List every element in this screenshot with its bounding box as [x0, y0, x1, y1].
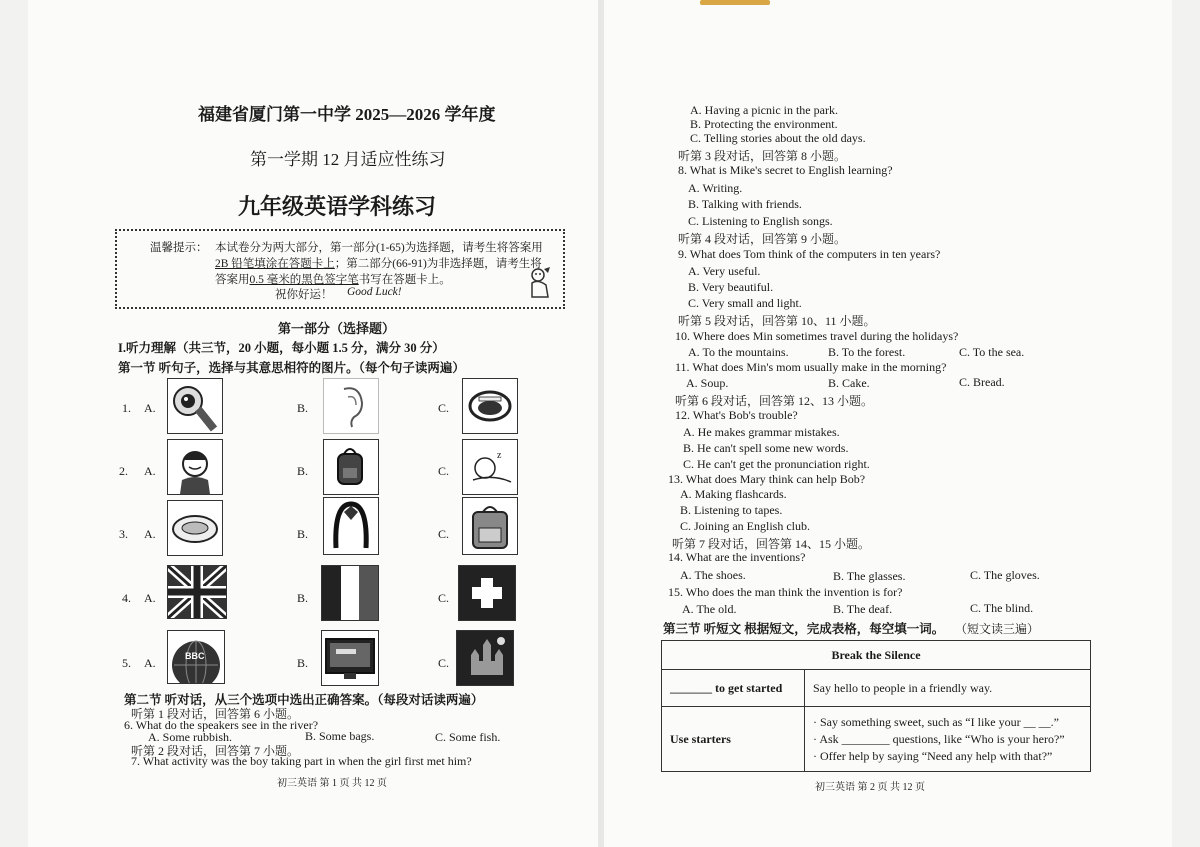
q6-option-a: A. Some rubbish. [148, 730, 232, 744]
q4-option-a: A. [144, 591, 156, 605]
q14-option-a: A. The shoes. [680, 568, 746, 582]
q11-text: 11. What does Min's mom usually make in the morning? [675, 360, 947, 374]
starter-item: · Ask ________ questions, like “Who is your hero?” [813, 731, 1065, 746]
q12-option-b: B. He can't spell some new words. [683, 441, 849, 455]
headband-icon [323, 497, 379, 555]
q14-text: 14. What are the inventions? [668, 550, 806, 564]
q7-text: 7. What activity was the boy taking part in when the girl first met him? [131, 754, 472, 768]
q8-text: 8. What is Mike's secret to English learning? [678, 163, 893, 177]
table-row1-label: _______ to get started [662, 670, 805, 707]
sleeping-boy-icon [462, 439, 518, 495]
exam-title: 九年级英语学科练习 [238, 195, 437, 220]
q4-option-c: C. [438, 591, 450, 605]
q9-option-c: C. Very small and light. [688, 296, 802, 310]
q3-number: 3. [119, 527, 128, 541]
q3-option-b: B. [297, 527, 309, 541]
exam-subtitle: 第一学期 12 月适应性练习 [250, 150, 446, 169]
q13-text: 13. What does Mary think can help Bob? [668, 472, 866, 486]
q8-option-b: B. Talking with friends. [688, 197, 802, 211]
svg-text:z: z [497, 450, 502, 461]
starter-item: · Say something sweet, such as “I like your __ __.” [813, 714, 1059, 729]
crying-girl-icon [167, 439, 223, 495]
break-the-silence-table [661, 640, 1091, 772]
q5-number: 5. [122, 656, 131, 670]
table-row [662, 670, 1091, 707]
q15-option-b: B. The deaf. [833, 602, 893, 616]
q13-option-a: A. Making flashcards. [680, 487, 787, 501]
q1-option-c: C. [438, 401, 450, 415]
answer-blank[interactable]: _______ [670, 680, 712, 695]
q2-number: 2. [119, 464, 128, 478]
q12-text: 12. What's Bob's trouble? [675, 408, 798, 422]
q5-option-c: C. [438, 656, 450, 670]
q5-option-a: A. [144, 656, 156, 670]
q10-option-b: B. To the forest. [828, 345, 906, 359]
q4-option-b: B. [297, 591, 309, 605]
dialogue1-instruction: 听第 1 段对话，回答第 6 小题。 [131, 707, 300, 721]
q1-option-a: A. [144, 401, 156, 415]
q10-option-c: C. To the sea. [959, 345, 1025, 359]
uk-flag-icon [167, 565, 227, 619]
q9-option-b: B. Very beautiful. [688, 280, 774, 294]
q2-option-b: B. [297, 464, 309, 478]
notice-line1: 本试卷分为两大部分，第一部分(1-65)为选择题，请考生将答案用 [215, 242, 543, 254]
dialogue3-instruction: 听第 3 段对话，回答第 8 小题。 [678, 149, 847, 163]
q6-text: 6. What do the speakers see in the river? [124, 718, 319, 732]
swiss-flag-icon [458, 565, 516, 621]
schoolbag-icon [462, 497, 518, 555]
hat-icon [167, 500, 223, 556]
starter-item: · Offer help by saying “Need any help with that?” [813, 748, 1053, 763]
q3-option-a: A. [144, 527, 156, 541]
page-edge-scrap [700, 0, 770, 5]
section3-heading: 第三节 听短文 根据短文，完成表格，每空填一词。 [663, 622, 945, 636]
q7-option-a: A. Having a picnic in the park. [690, 103, 838, 117]
dialogue4-instruction: 听第 4 段对话，回答第 9 小题。 [678, 232, 847, 246]
notice-wish: 祝你好运！ [275, 289, 333, 301]
q6-option-c: C. Some fish. [435, 730, 501, 744]
bbc-globe-icon [167, 630, 225, 684]
dialogue5-instruction: 听第 5 段对话，回答第 10、11 小题。 [678, 314, 876, 328]
q7-option-c: C. Telling stories about the old days. [690, 131, 866, 145]
table-title: Break the Silence [662, 641, 1091, 670]
ear-icon [323, 378, 379, 434]
q15-option-a: A. The old. [682, 602, 737, 616]
q1-option-b: B. [297, 401, 309, 415]
tv-screen-icon [321, 630, 379, 686]
notice-line3: 答案用0.5 毫米的黑色签字笔书写在答题卡上。 [215, 274, 451, 286]
q15-text: 15. Who does the man think the invention is for? [668, 585, 903, 599]
table-row2-value [805, 707, 1091, 772]
good-luck-text: Good Luck! [347, 286, 402, 298]
q10-option-a: A. To the mountains. [688, 345, 789, 359]
q1-number: 1. [122, 401, 131, 415]
q8-option-a: A. Writing. [688, 181, 743, 195]
q5-option-b: B. [297, 656, 309, 670]
page2-footer: 初三英语 第 2 页 共 12 页 [815, 782, 925, 793]
q13-option-b: B. Listening to tapes. [680, 503, 783, 517]
q7-option-b: B. Protecting the environment. [690, 117, 838, 131]
table-row1-value: Say hello to people in a friendly way. [805, 670, 1091, 707]
q3-option-c: C. [438, 527, 450, 541]
mouth-icon [462, 378, 518, 434]
table-header-row [662, 641, 1091, 670]
q11-option-b: B. Cake. [828, 376, 870, 390]
q11-option-a: A. Soup. [686, 376, 729, 390]
eye-icon [167, 378, 223, 434]
table-row [662, 707, 1091, 772]
q4-number: 4. [122, 591, 131, 605]
school-title: 福建省厦门第一中学 2025—2026 学年度 [198, 105, 496, 124]
part1-heading: 第一部分（选择题） [278, 321, 396, 336]
q2-option-a: A. [144, 464, 156, 478]
listening-heading: I.听力理解（共三节，20 小题，每小题 1.5 分，满分 30 分） [118, 341, 445, 355]
q8-option-c: C. Listening to English songs. [688, 214, 833, 228]
q10-text: 10. Where does Min sometimes travel during the holidays? [675, 329, 959, 343]
castle-icon [456, 630, 514, 686]
q9-text: 9. What does Tom think of the computers in ten years? [678, 247, 941, 261]
q12-option-a: A. He makes grammar mistakes. [683, 425, 840, 439]
section2-heading: 第二节 听对话，从三个选项中选出正确答案。（每段对话读两遍） [124, 693, 484, 707]
q15-option-c: C. The blind. [970, 601, 1034, 615]
backpack-icon [323, 439, 379, 495]
q12-option-c: C. He can't get the pronunciation right. [683, 457, 870, 471]
notice-label: 温馨提示： [150, 242, 208, 254]
tricolor-flag-icon [321, 565, 379, 621]
section3-note: （短文读三遍） [955, 622, 1040, 636]
dialogue2-instruction: 听第 2 段对话，回答第 7 小题。 [131, 744, 300, 758]
dialogue6-instruction: 听第 6 段对话，回答第 12、13 小题。 [675, 394, 874, 408]
q14-option-b: B. The glasses. [833, 569, 906, 583]
q6-option-b: B. Some bags. [305, 729, 375, 743]
q9-option-a: A. Very useful. [688, 264, 761, 278]
dialogue7-instruction: 听第 7 段对话，回答第 14、15 小题。 [672, 537, 871, 551]
bbc-logo-text: BBC [185, 651, 205, 661]
q13-option-c: C. Joining an English club. [680, 519, 810, 533]
q14-option-c: C. The gloves. [970, 568, 1040, 582]
cartoon-icon [526, 265, 554, 299]
q2-option-c: C. [438, 464, 450, 478]
q11-option-c: C. Bread. [959, 375, 1005, 389]
notice-line2: 2B 铅笔填涂在答题卡上；第二部分(66-91)为非选择题，请考生将 [215, 258, 542, 270]
table-row2-label: Use starters [662, 707, 805, 772]
section1-heading: 第一节 听句子，选择与其意思相符的图片。（每个句子读两遍） [118, 361, 465, 375]
page1-footer: 初三英语 第 1 页 共 12 页 [277, 778, 387, 789]
